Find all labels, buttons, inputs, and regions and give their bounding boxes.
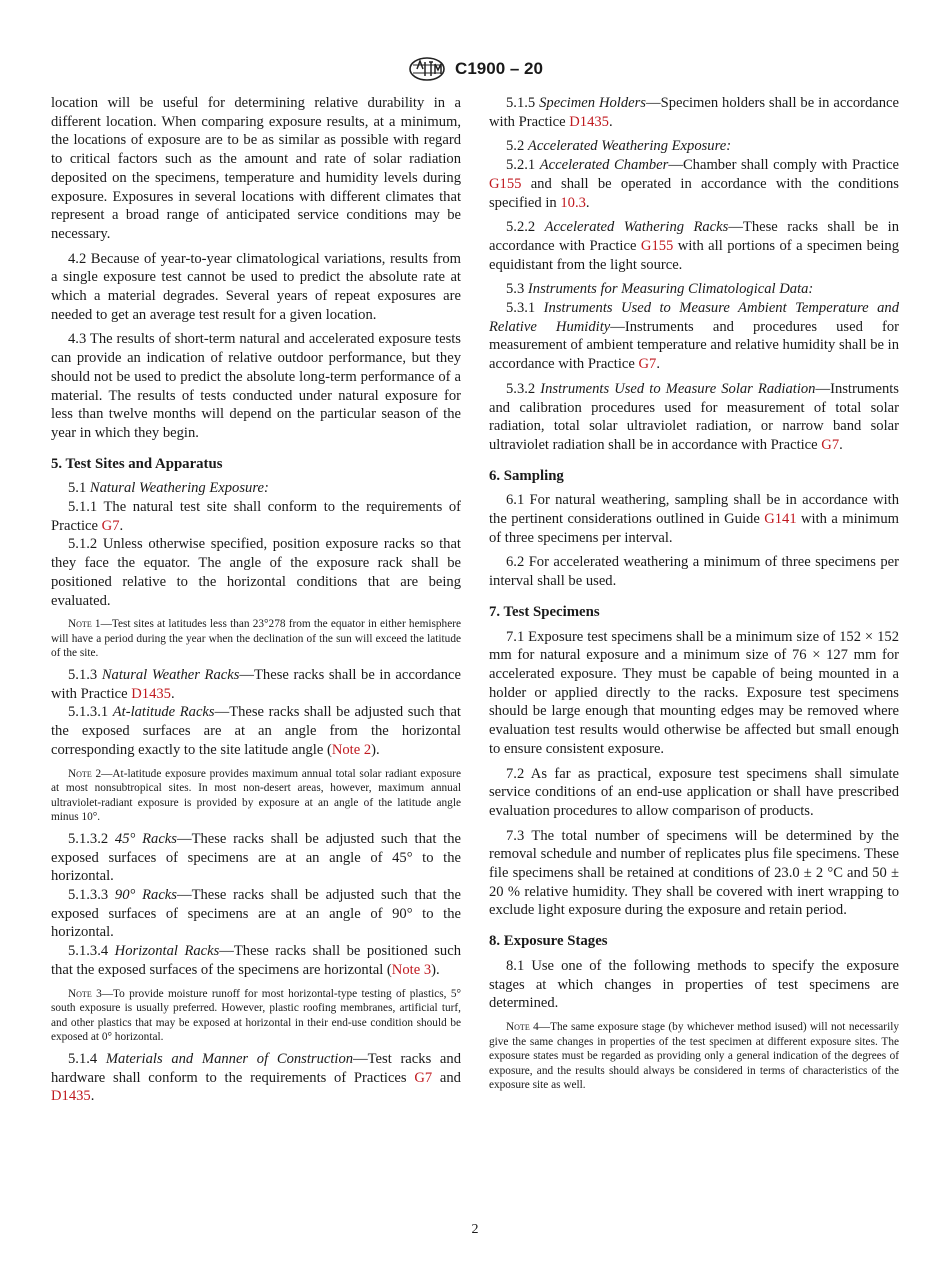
paragraph-5-3-1: 5.3.1 Instruments Used to Measure Ambient Temperature and Relative Humidity—Instruments and procedures used for measurement of ambient temperature and relative humidity shall be in accordance with Practice G7.	[489, 300, 899, 373]
link-g7[interactable]: G7	[638, 356, 657, 373]
paragraph-5-3-2: 5.3.2 Instruments Used to Measure Solar Radiation—Instruments and calibration procedures used for measurement of total solar radiation, total solar ultraviolet radiation, or narrow band solar ultraviolet radiation shall be in accordance with Practice G7.	[489, 380, 899, 453]
section-6-heading: 6. Sampling	[489, 467, 564, 484]
link-section-10-3[interactable]: 10.3	[560, 194, 586, 211]
paragraph-5-2-1: 5.2.1 Accelerated Chamber—Chamber shall comply with Practice G155 and shall be operated in accordance with the conditions specified in 10.3.	[489, 157, 899, 211]
paragraph-5-1-5: 5.1.5 Specimen Holders—Specimen holders shall be in accordance with Practice D1435.	[489, 95, 899, 130]
link-g7[interactable]: G7	[821, 436, 840, 453]
paragraph-8-1: 8.1 Use one of the following methods to specify the exposure stages at which changes in properties of test specimens are determined.	[489, 957, 899, 1012]
link-d1435[interactable]: D1435	[569, 113, 609, 130]
paragraph-5-1-4: 5.1.4 Materials and Manner of Construction—Test racks and hardware shall conform to the requirements of Practices G7 and D1435.	[51, 1050, 462, 1105]
paragraph-7-2: 7.2 As far as practical, exposure test specimens shall simulate service conditions of an end-use application or shall have prescribed evaluation procedures to allow comparison of products.	[489, 765, 899, 819]
page-header	[0, 56, 950, 82]
paragraph-5-3: 5.3 Instruments for Measuring Climatological Data:	[506, 281, 814, 298]
link-d1435[interactable]: D1435	[131, 685, 171, 702]
paragraph-continuation: location will be useful for determining relative durability in a different location. When comparing exposure results, at a minimum, the locations of exposure are to be as similar as possible with regard to critical factors such as the amount and rate of solar radiation deposited on the specimens, temperature and humidity levels during exposure. Exposures in several locations with different climates that represent a broad range of anticipated service conditions may be necessary.	[51, 95, 461, 242]
paragraph-5-1-3-4: 5.1.3.4 Horizontal Racks—These racks shall be positioned such that the exposed surfaces of the specimens are horizontal (Note 3).	[51, 943, 462, 978]
right-column	[489, 94, 899, 1098]
paragraph-5-1-3: 5.1.3 Natural Weather Racks—These racks shall be in accordance with Practice D1435.	[51, 667, 462, 702]
link-g155[interactable]: G155	[640, 237, 674, 254]
paragraph-5-2: 5.2 Accelerated Weathering Exposure:	[506, 138, 732, 155]
section-8-heading: 8. Exposure Stages	[489, 933, 608, 950]
paragraph-5-1-3-3: 5.1.3.3 90° Racks—These racks shall be adjusted such that the exposed surfaces of specimens are at an angle of 90° to the horizontal.	[51, 887, 461, 941]
section-7-heading: 7. Test Specimens	[489, 603, 600, 620]
paragraph-5-1-3-1: 5.1.3.1 At-latitude Racks—These racks shall be adjusted such that the exposed surfaces are at an angle from the horizontal corresponding exactly to the site latitude angle (Note 2).	[51, 704, 461, 758]
left-column	[51, 94, 461, 1106]
paragraph-5-2-2: 5.2.2 Accelerated Wathering Racks—These racks shall be in accordance with Practice G155 with all portions of a specimen being equidistant from the light source.	[489, 219, 900, 273]
link-d1435[interactable]: D1435	[51, 1088, 91, 1105]
link-note-2[interactable]: Note 2	[331, 741, 372, 758]
paragraph-5-1-2: 5.1.2 Unless otherwise specified, position exposure racks so that they face the equator. The angle of the exposure rack shall be positioned relative to the horizontal conditions that are being evaluated.	[51, 536, 461, 609]
note-2: Note 2—At-latitude exposure provides maximum annual total solar radiant exposure at most nonsubtropical sites. In most non-desert areas, however, maximum annual ultraviolet-radiant exposure is provided by exposure at an angle of the latitude angle minus 10°.	[51, 767, 461, 824]
link-g141[interactable]: G141	[764, 511, 797, 528]
note-3: Note 3—To provide moisture runoff for most horizontal-type testing of plastics, 5° south exposure is usually preferred. However, plastic roofing membranes, artificial turf, and other plastics that may be exposed at horizontal in their end-use condition should be exposed at 0° horizontal.	[51, 987, 461, 1044]
astm-logo-icon	[407, 56, 447, 82]
paragraph-4-3: 4.3 The results of short-term natural and accelerated exposure tests can provide an indication of relative outdoor performance, but they should not be used to predict the absolute long-term performance of a material. The results of tests conducted under natural exposure for less than twelve months will depend on the particular season of the year in which they begin.	[51, 331, 461, 441]
note-4: Note 4—The same exposure stage (by whichever method isused) will not necessarily give the same changes in properties of the test specimen at different exposure sites. The exposure states must be regarded as providing only a general indication of the degrees of exposure, and the results should always be considered in terms of characteristics of the exposure site as well.	[489, 1020, 899, 1092]
paragraph-6-2: 6.2 For accelerated weathering a minimum of three specimens per interval shall be used.	[489, 554, 899, 590]
paragraph-4-2: 4.2 Because of year-to-year climatological variations, results from a single exposure test cannot be used to predict the absolute rate at which a material degrades. Several years of repeat exposures are needed to get an average test result for a given location.	[51, 250, 461, 323]
paragraph-5-1-3-2: 5.1.3.2 45° Racks—These racks shall be adjusted such that the exposed surfaces of specimens are at an angle of 45° to the horizontal.	[51, 830, 461, 885]
note-1: Note 1—Test sites at latitudes less than 23°278 from the equator in either hemisphere will have a period during the year when the declination of the sun will exceed the latitude of the site.	[51, 618, 461, 660]
paragraph-6-1: 6.1 For natural weathering, sampling shall be in accordance with the pertinent considerations outlined in Guide G141 with a minimum of three specimens per interval.	[489, 492, 899, 546]
paragraph-7-3: 7.3 The total number of specimens will be determined by the removal schedule and number of replicates plus file specimens. These file specimens shall be retained at conditions of 23.0 ± 2 °C and 50 ± 20 % relative humidity. They shall be covered with inert wrapping to exclude light exposure during the exposure and retain period.	[489, 827, 899, 919]
paragraph-5-1-1: 5.1.1 The natural test site shall conform to the requirements of Practice G7.	[51, 499, 461, 534]
link-note-3[interactable]: Note 3	[391, 961, 432, 978]
section-5-heading: 5. Test Sites and Apparatus	[51, 455, 223, 472]
page-number: 2	[471, 1222, 479, 1237]
link-g7[interactable]: G7	[101, 517, 120, 534]
link-g7[interactable]: G7	[414, 1069, 433, 1086]
paragraph-5-1: 5.1 Natural Weathering Exposure:	[68, 480, 269, 497]
paragraph-7-1: 7.1 Exposure test specimens shall be a minimum size of 152 × 152 mm for natural exposure and a minimum size of 76 × 127 mm for accelerated exposure. They must be capable of being mounted in a holder or applied directly to the racks. Exposure test specimens should be large enough that mounting edges may be removed where evaluation test results would otherwise be affected but small enough to ensure consistent exposure.	[489, 628, 899, 757]
link-g155[interactable]: G155	[489, 175, 522, 192]
document-designation: C1900 – 20	[455, 59, 543, 78]
